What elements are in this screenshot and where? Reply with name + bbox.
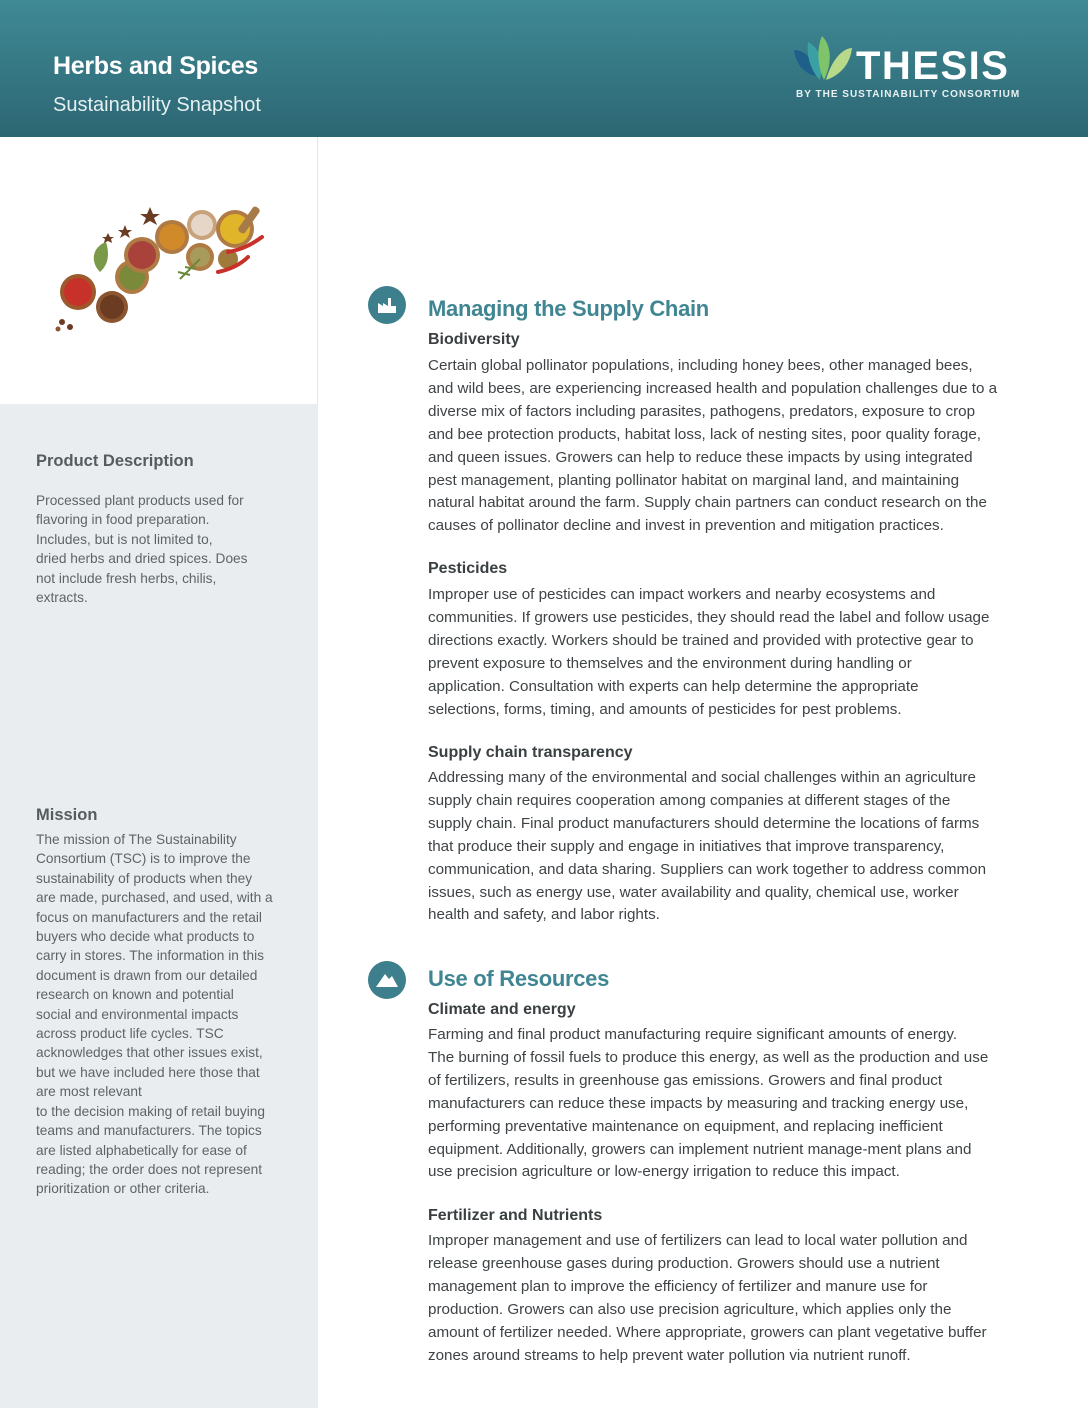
text-line: application. Consultation with experts can help determine the appropriate [428, 677, 919, 695]
text-line: focus on manufacturers and the retail [36, 909, 262, 925]
text-line: The mission of The Sustainability [36, 832, 237, 847]
factory-icon [368, 286, 406, 324]
text-line: research on known and potential [36, 987, 234, 1003]
text-line: issues, such as energy use, water availability and quality, chemical use, worker [428, 883, 959, 901]
text-line: reading; the order does not represent [36, 1161, 262, 1177]
text-line: Addressing many of the environmental and social challenges within an agriculture [428, 769, 976, 786]
subsection-text [428, 1230, 1038, 1367]
subsection-text [428, 584, 1038, 721]
page-title: Herbs and Spices [53, 52, 259, 80]
text-line: use precision agriculture or low-energy irrigation to reduce this impact. [428, 1163, 900, 1181]
text-line: amount of fertilizer needed. Where appropriate, growers can plant vegetative buffer [428, 1323, 987, 1341]
text-line: causes of pollinator decline and invest in prevention and mitigation practices. [428, 517, 944, 535]
text-line: not include fresh herbs, chilis, [36, 570, 217, 586]
text-line: Processed plant products used for [36, 493, 244, 508]
thesis-logo [792, 36, 1022, 106]
subsection-text [428, 767, 1038, 927]
product-image-panel [0, 137, 318, 404]
text-line: supply chain. Final product manufacturers should determine the locations of farms [428, 814, 980, 832]
text-line: and wild bees, are experiencing increased health and population challenges due to a [428, 379, 998, 397]
spices-image [50, 197, 290, 347]
subsection-heading: Pesticides [428, 560, 508, 577]
mission-heading: Mission [36, 806, 98, 824]
product-description-text [36, 491, 281, 607]
logo-wordmark: THESIS [856, 44, 1010, 88]
text-line: to the decision making of retail buying [36, 1103, 266, 1119]
text-line: buyers who decide what products to [36, 929, 255, 945]
text-line: supply chain requires cooperation among companies at different stages of the [428, 791, 951, 809]
text-line: pest management, planting pollinator habitat on marginal land, and maintaining [428, 471, 960, 489]
logo-tagline: BY THE SUSTAINABILITY CONSORTIUM [796, 89, 1021, 100]
leaf-logo-icon [792, 36, 854, 84]
text-line: communication, and data sharing. Suppliers can work together to address common [428, 860, 987, 878]
text-line: health and safety, and labor rights. [428, 906, 660, 924]
text-line: are made, purchased, and used, with a [36, 890, 273, 906]
product-description-heading: Product Description [36, 452, 194, 470]
subsection-heading: Supply chain transparency [428, 744, 633, 761]
text-line: social and environmental impacts [36, 1006, 239, 1022]
text-line: and bee protection products, habitat loss, lack of nesting sites, poor quality forage, [428, 425, 981, 443]
sidebar [0, 404, 318, 1408]
text-line: of fertilizers, results in greenhouse gas emissions. Growers and final product [428, 1071, 943, 1089]
text-line: Improper use of pesticides can impact workers and nearby ecosystems and [428, 586, 936, 603]
text-line: Improper management and use of fertilizers can lead to local water pollution and [428, 1232, 968, 1249]
text-line: manufacturers can reduce these impacts by measuring and tracking energy use, [428, 1094, 969, 1112]
subsection-text [428, 355, 1038, 538]
text-line: zones around streams to help prevent water pollution via nutrient runoff. [428, 1346, 911, 1364]
text-line: flavoring in food preparation. [36, 512, 210, 528]
subsection-heading: Biodiversity [428, 331, 520, 348]
subsection-text [428, 1024, 1038, 1184]
text-line: are most relevant [36, 1084, 142, 1100]
text-line: communities. If growers use pesticides, they should read the label and follow usage [428, 608, 990, 626]
text-line: dried herbs and dried spices. Does [36, 551, 248, 567]
text-line: teams and manufacturers. The topics [36, 1123, 262, 1139]
text-line: prioritization or other criteria. [36, 1181, 210, 1197]
text-line: that produce their supply and engage in initiatives that improve transparency, [428, 837, 945, 855]
subsection-heading: Climate and energy [428, 1001, 576, 1018]
mission-text [36, 830, 281, 1199]
text-line: performing preventative maintenance on equipment, and replacing inefficient [428, 1117, 943, 1135]
mountain-icon [368, 961, 406, 999]
text-line: Includes, but is not limited to, [36, 531, 213, 547]
text-line: sustainability of products when they [36, 870, 253, 886]
text-line: extracts. [36, 590, 88, 606]
text-line: equipment. Additionally, growers can implement nutrient manage-ment plans and [428, 1140, 972, 1158]
text-line: document is drawn from our detailed [36, 967, 258, 983]
text-line: Farming and final product manufacturing require significant amounts of energy. [428, 1026, 958, 1043]
text-line: management plan to improve the efficiency of fertilizer and manure use for [428, 1277, 928, 1295]
text-line: but we have included here those that [36, 1064, 260, 1080]
text-line: acknowledges that other issues exist, [36, 1045, 263, 1061]
text-line: prevent exposure to themselves and the environment during handling or [428, 654, 912, 672]
text-line: across product life cycles. TSC [36, 1026, 224, 1042]
subsection-heading: Fertilizer and Nutrients [428, 1207, 603, 1224]
text-line: natural habitat around the farm. Supply chain partners can conduct research on the [428, 494, 987, 512]
text-line: production. Growers can also use precision agriculture, which applies only the [428, 1300, 952, 1318]
text-line: release greenhouse gases during production. Growers should use a nutrient [428, 1254, 940, 1272]
text-line: are listed alphabetically for ease of [36, 1142, 247, 1158]
section-title: Use of Resources [428, 966, 610, 991]
text-line: and queen issues. Growers can help to reduce these impacts by using integrated [428, 448, 973, 466]
page-subtitle: Sustainability Snapshot [53, 94, 261, 116]
text-line: carry in stores. The information in this [36, 948, 264, 964]
text-line: directions exactly. Workers should be trained and provided with protective gear to [428, 631, 974, 649]
text-line: selections, forms, timing, and amounts of pesticides for pest problems. [428, 700, 902, 718]
text-line: The burning of fossil fuels to produce this energy, as well as the production and use [428, 1048, 989, 1066]
text-line: diverse mix of factors including parasites, pathogens, predators, exposure to crop [428, 402, 976, 420]
text-line: Consortium (TSC) is to improve the [36, 851, 251, 867]
text-line: Certain global pollinator populations, including honey bees, other managed bees, [428, 357, 973, 374]
header-banner [0, 0, 1088, 137]
section-title: Managing the Supply Chain [428, 296, 709, 321]
